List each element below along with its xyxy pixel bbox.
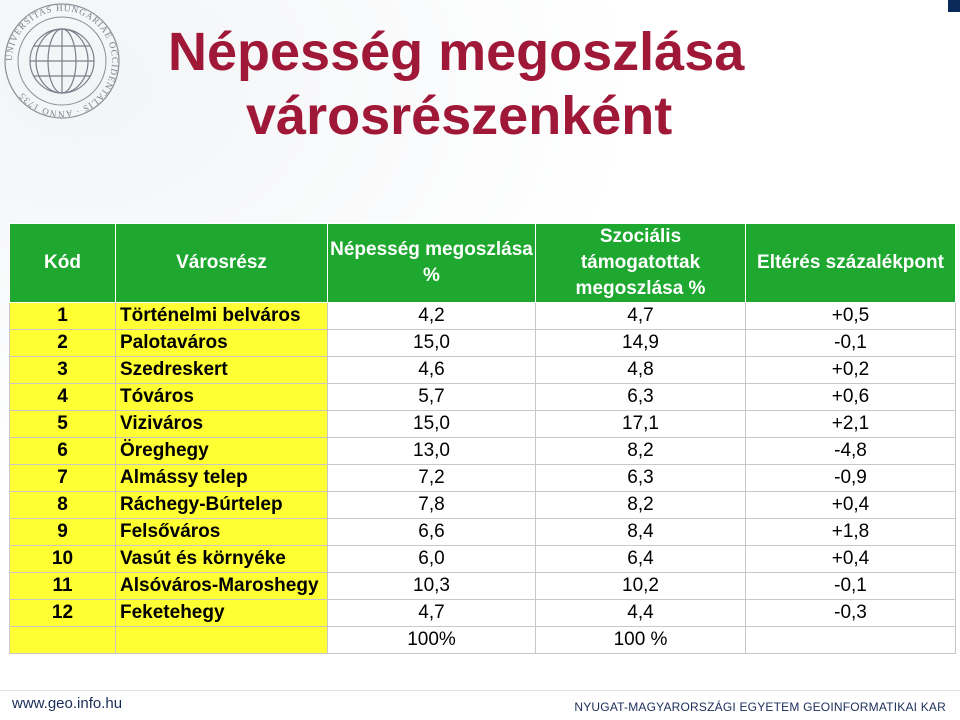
cell-district: Vasút és környéke bbox=[116, 546, 328, 573]
cell-social-support: 17,1 bbox=[536, 411, 746, 438]
column-header-district: Városrész bbox=[116, 224, 328, 303]
cell-population: 7,8 bbox=[328, 492, 536, 519]
svg-text:UNIVERSITAS HUNGARIAE OCCIDENT: UNIVERSITAS HUNGARIAE OCCIDENTALIS · ANNO 1735 bbox=[3, 2, 121, 120]
cell-difference: -0,1 bbox=[746, 573, 956, 600]
cell-population: 4,6 bbox=[328, 357, 536, 384]
population-table bbox=[9, 223, 956, 654]
cell-population: 6,6 bbox=[328, 519, 536, 546]
corner-mark bbox=[948, 0, 960, 12]
cell-population: 7,2 bbox=[328, 465, 536, 492]
cell-population: 15,0 bbox=[328, 330, 536, 357]
cell-social-support: 4,4 bbox=[536, 600, 746, 627]
footer-divider bbox=[0, 690, 960, 691]
footer-institution: NYUGAT-MAGYARORSZÁGI EGYETEM GEOINFORMATIKAI KAR bbox=[574, 700, 946, 714]
column-header-difference: Eltérés százalékpont bbox=[746, 224, 956, 303]
cell-district: Alsóváros-Maroshegy bbox=[116, 573, 328, 600]
cell-district: Szedreskert bbox=[116, 357, 328, 384]
cell-code bbox=[10, 627, 116, 654]
cell-population: 100% bbox=[328, 627, 536, 654]
cell-district: Felsőváros bbox=[116, 519, 328, 546]
cell-population: 13,0 bbox=[328, 438, 536, 465]
cell-social-support: 8,4 bbox=[536, 519, 746, 546]
cell-code: 5 bbox=[10, 411, 116, 438]
cell-district: Palotaváros bbox=[116, 330, 328, 357]
cell-social-support: 8,2 bbox=[536, 492, 746, 519]
cell-code: 4 bbox=[10, 384, 116, 411]
cell-code: 9 bbox=[10, 519, 116, 546]
cell-difference: +0,4 bbox=[746, 546, 956, 573]
cell-difference: +0,2 bbox=[746, 357, 956, 384]
column-header-code: Kód bbox=[10, 224, 116, 303]
title-line-1: Népesség megoszlása bbox=[168, 22, 745, 82]
cell-code: 2 bbox=[10, 330, 116, 357]
cell-district: Viziváros bbox=[116, 411, 328, 438]
table-row bbox=[10, 438, 956, 465]
cell-difference: +0,4 bbox=[746, 492, 956, 519]
cell-population: 15,0 bbox=[328, 411, 536, 438]
cell-difference bbox=[746, 627, 956, 654]
table-row bbox=[10, 546, 956, 573]
cell-population: 6,0 bbox=[328, 546, 536, 573]
cell-code: 8 bbox=[10, 492, 116, 519]
cell-social-support: 6,4 bbox=[536, 546, 746, 573]
table-row bbox=[10, 465, 956, 492]
page-title bbox=[168, 20, 928, 148]
column-header-population: Népesség megoszlása % bbox=[328, 224, 536, 303]
table-header-row bbox=[10, 224, 956, 303]
cell-population: 4,7 bbox=[328, 600, 536, 627]
cell-difference: +2,1 bbox=[746, 411, 956, 438]
cell-difference: +0,6 bbox=[746, 384, 956, 411]
cell-code: 3 bbox=[10, 357, 116, 384]
cell-social-support: 14,9 bbox=[536, 330, 746, 357]
total-row bbox=[10, 627, 956, 654]
cell-social-support: 6,3 bbox=[536, 384, 746, 411]
cell-code: 7 bbox=[10, 465, 116, 492]
cell-code: 10 bbox=[10, 546, 116, 573]
column-header-social-support: Szociális támogatottak megoszlása % bbox=[536, 224, 746, 303]
cell-district: Feketehegy bbox=[116, 600, 328, 627]
cell-social-support: 10,2 bbox=[536, 573, 746, 600]
cell-district: Ráchegy-Búrtelep bbox=[116, 492, 328, 519]
table-row bbox=[10, 357, 956, 384]
cell-population: 4,2 bbox=[328, 303, 536, 330]
table-row bbox=[10, 573, 956, 600]
cell-district bbox=[116, 627, 328, 654]
cell-social-support: 4,7 bbox=[536, 303, 746, 330]
table-row bbox=[10, 303, 956, 330]
cell-population: 5,7 bbox=[328, 384, 536, 411]
cell-social-support: 4,8 bbox=[536, 357, 746, 384]
cell-social-support: 6,3 bbox=[536, 465, 746, 492]
table-row bbox=[10, 519, 956, 546]
footer-website: www.geo.info.hu bbox=[12, 695, 123, 712]
cell-code: 12 bbox=[10, 600, 116, 627]
cell-district: Történelmi belváros bbox=[116, 303, 328, 330]
cell-code: 1 bbox=[10, 303, 116, 330]
cell-difference: -0,9 bbox=[746, 465, 956, 492]
cell-difference: -0,3 bbox=[746, 600, 956, 627]
cell-social-support: 100 % bbox=[536, 627, 746, 654]
cell-district: Almássy telep bbox=[116, 465, 328, 492]
cell-district: Tóváros bbox=[116, 384, 328, 411]
university-seal-icon bbox=[2, 2, 122, 120]
cell-population: 10,3 bbox=[328, 573, 536, 600]
table-row bbox=[10, 384, 956, 411]
cell-difference: -0,1 bbox=[746, 330, 956, 357]
cell-difference: +1,8 bbox=[746, 519, 956, 546]
cell-difference: +0,5 bbox=[746, 303, 956, 330]
table-row bbox=[10, 492, 956, 519]
cell-code: 11 bbox=[10, 573, 116, 600]
cell-difference: -4,8 bbox=[746, 438, 956, 465]
cell-code: 6 bbox=[10, 438, 116, 465]
table-row bbox=[10, 600, 956, 627]
title-line-2: városrészenként bbox=[246, 86, 673, 146]
table-row bbox=[10, 411, 956, 438]
table-row bbox=[10, 330, 956, 357]
cell-social-support: 8,2 bbox=[536, 438, 746, 465]
cell-district: Öreghegy bbox=[116, 438, 328, 465]
